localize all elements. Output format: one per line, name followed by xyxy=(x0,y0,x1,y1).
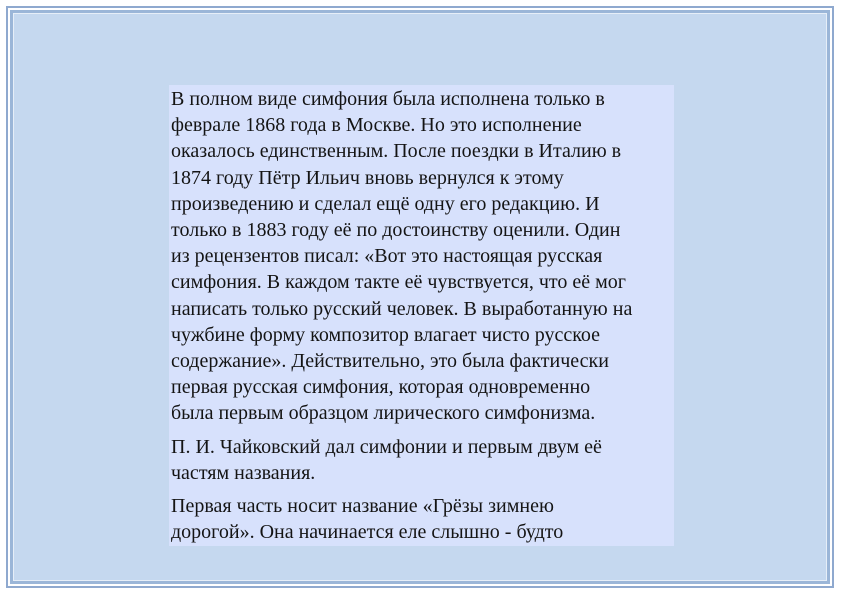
text-line: Первая часть носит название «Грёзы зимнею xyxy=(171,495,554,518)
paragraph-1 xyxy=(171,86,674,427)
text-line: была первым образцом лирического симфонизма. xyxy=(171,402,596,425)
text-line: дорогой». Она начинается еле слышно - будто xyxy=(171,521,564,544)
text-line: оказалось единственным. После поездки в Италию в xyxy=(171,140,622,163)
text-line: из рецензентов писал: «Вот это настоящая русская xyxy=(171,245,603,268)
text-line: симфония. В каждом такте её чувствуется, что её мог xyxy=(171,271,626,294)
text-line: содержание». Действительно, это была фактически xyxy=(171,350,609,373)
paragraph-3 xyxy=(171,493,674,545)
text-line: 1874 году Пётр Ильич вновь вернулся к этому xyxy=(171,166,564,189)
text-line: П. И. Чайковский дал симфонии и первым двум её xyxy=(171,435,602,458)
text-line: феврале 1868 года в Москве. Но это исполнение xyxy=(171,114,582,137)
text-line: только в 1883 году её по достоинству оценили. Один xyxy=(171,219,621,242)
paragraph-2 xyxy=(171,434,674,486)
text-line: частям названия. xyxy=(171,461,316,484)
text-line: В полном виде симфония была исполнена только в xyxy=(171,88,605,110)
text-line: первая русская симфония, которая одновременно xyxy=(171,376,591,399)
text-line: чужбине форму композитор влагает чисто русское xyxy=(171,323,601,346)
text-line: произведению и сделал ещё одну его редакцию. И xyxy=(171,192,600,215)
text-panel xyxy=(169,85,674,546)
text-line: написать только русский человек. В выработанную на xyxy=(171,297,633,320)
